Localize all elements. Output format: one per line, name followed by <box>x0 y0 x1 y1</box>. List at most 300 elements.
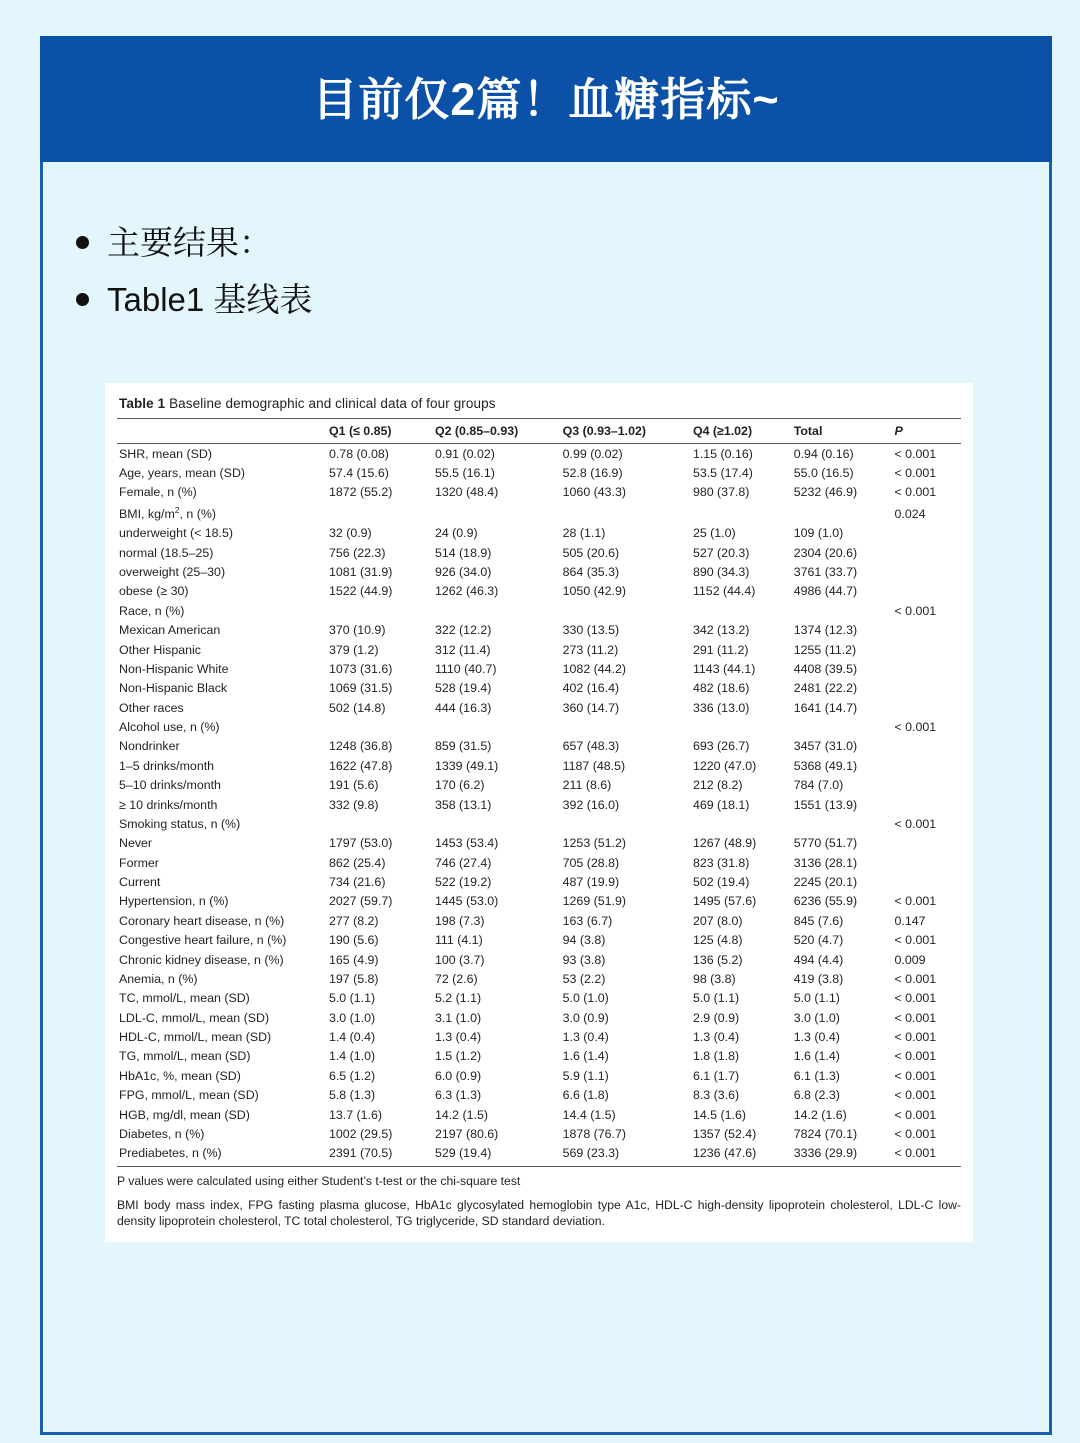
cell-q3: 5.9 (1.1) <box>562 1068 609 1083</box>
cell-q3: 1253 (51.2) <box>562 836 627 851</box>
cell-q2: 1.5 (1.2) <box>434 1049 482 1064</box>
cell-q1: 191 (5.6) <box>328 778 379 793</box>
table-row <box>117 1086 961 1105</box>
table-footnote-abbrev: BMI body mass index, FPG fasting plasma glucose, HbA1c glycosylated hemoglobin type A1c, HDL-C high-density lipoprotein cholesterol, LDL-C low-density lipoprotein cholesterol, TC total cholesterol, TG triglyceride, SD standard deviation. <box>117 1197 961 1229</box>
cell-q2: 1320 (48.4) <box>434 485 499 500</box>
table-row <box>117 640 961 659</box>
cell-q1: 379 (1.2) <box>328 642 379 657</box>
cell-total: 0.94 (0.16) <box>793 446 854 461</box>
cell-total: 109 (1.0) <box>793 526 844 541</box>
cell-p: < 0.001 <box>894 971 937 986</box>
cell-q2: 55.5 (16.1) <box>434 466 495 481</box>
cell-total <box>792 502 893 524</box>
table-row <box>117 950 961 969</box>
cell-q3: 402 (16.4) <box>562 681 620 696</box>
cell-q3: 505 (20.6) <box>562 545 620 560</box>
table-figure-card <box>105 383 973 1242</box>
cell-total: 2481 (22.2) <box>793 681 858 696</box>
cell-q3: 392 (16.0) <box>562 797 620 812</box>
table-head <box>117 419 961 444</box>
cell-q4: 1152 (44.4) <box>692 584 756 599</box>
baseline-table <box>117 418 961 1167</box>
cell-q2: 1339 (49.1) <box>434 758 499 773</box>
cell-q2: 1445 (53.0) <box>434 894 499 909</box>
cell-q4: 291 (11.2) <box>692 642 749 657</box>
cell-total <box>792 601 893 620</box>
cell-p: < 0.001 <box>894 894 937 909</box>
cell-q1: 5.8 (1.3) <box>328 1088 376 1103</box>
cell-q4: 502 (19.4) <box>692 875 750 890</box>
cell-q4: 469 (18.1) <box>692 797 750 812</box>
cell-q3: 1269 (51.9) <box>562 894 627 909</box>
cell-q2: 1.3 (0.4) <box>434 1030 482 1045</box>
cell-q2: 1110 (40.7) <box>434 661 497 676</box>
cell-q2: 358 (13.1) <box>434 797 492 812</box>
cell-q4: 6.1 (1.7) <box>692 1068 740 1083</box>
table-row <box>117 601 961 620</box>
cell-p: < 0.001 <box>894 720 937 735</box>
cell-total: 784 (7.0) <box>793 778 844 793</box>
row-label: Chronic kidney disease, n (%) <box>119 952 284 967</box>
table-row <box>117 737 961 756</box>
table-row <box>117 834 961 853</box>
cell-p <box>893 756 962 775</box>
cell-q1: 2391 (70.5) <box>327 1144 433 1167</box>
row-label: Other Hispanic <box>119 642 201 657</box>
cell-q3: 487 (19.9) <box>562 875 620 890</box>
cell-p <box>893 640 962 659</box>
row-label: Smoking status, n (%) <box>119 816 241 831</box>
cell-total: 7824 (70.1) <box>793 1126 858 1141</box>
cell-q4: 207 (8.0) <box>692 913 743 928</box>
cell-p: < 0.001 <box>894 991 937 1006</box>
table-row <box>117 931 961 950</box>
row-label: Prediabetes, n (%) <box>117 1144 327 1167</box>
cell-q3: 1187 (48.5) <box>562 758 626 773</box>
cell-total: 3336 (29.9) <box>792 1144 893 1167</box>
table-row <box>117 679 961 698</box>
cell-total: 5770 (51.7) <box>793 836 858 851</box>
cell-q2: 444 (16.3) <box>434 700 492 715</box>
cell-q1: 1.4 (1.0) <box>328 1049 376 1064</box>
row-label: 5–10 drinks/month <box>119 778 221 793</box>
row-label: Nondrinker <box>119 739 180 754</box>
cell-q4: 1.8 (1.8) <box>692 1049 740 1064</box>
cell-q1: 5.0 (1.1) <box>328 991 376 1006</box>
row-label: overweight (25–30) <box>119 565 226 580</box>
cell-total: 2304 (20.6) <box>793 545 858 560</box>
col-header-q2: Q2 (0.85–0.93) <box>433 419 561 444</box>
row-label: HbA1c, %, mean (SD) <box>119 1068 241 1083</box>
row-label: Other races <box>119 700 184 715</box>
table-row <box>117 989 961 1008</box>
cell-total: 5232 (46.9) <box>793 485 858 500</box>
cell-total <box>792 814 893 833</box>
cell-q3: 1878 (76.7) <box>562 1126 627 1141</box>
cell-q4: 823 (31.8) <box>692 855 750 870</box>
cell-q2: 528 (19.4) <box>434 681 492 696</box>
cell-p: 0.009 <box>894 952 926 967</box>
cell-p <box>893 834 962 853</box>
cell-q1: 1073 (31.6) <box>328 661 393 676</box>
cell-q1: 2027 (59.7) <box>328 894 393 909</box>
cell-q1: 1248 (36.8) <box>328 739 393 754</box>
cell-q2 <box>433 502 561 524</box>
cell-q1: 57.4 (15.6) <box>328 466 389 481</box>
cell-total: 494 (4.4) <box>793 952 844 967</box>
table-footnote-p: P values were calculated using either Student’s t-test or the chi-square test <box>117 1174 521 1189</box>
cell-p: < 0.001 <box>894 485 937 500</box>
cell-q4: 1267 (48.9) <box>692 836 757 851</box>
cell-total: 6.8 (2.3) <box>793 1088 840 1103</box>
cell-q2: 859 (31.5) <box>434 739 492 754</box>
row-label: Diabetes, n (%) <box>119 1126 205 1141</box>
row-label: HDL-C, mmol/L, mean (SD) <box>119 1030 272 1045</box>
row-label: Former <box>119 855 159 870</box>
cell-q1: 1002 (29.5) <box>328 1126 393 1141</box>
cell-p: < 0.001 <box>894 1126 937 1141</box>
cell-q1: 3.0 (1.0) <box>328 1010 376 1025</box>
table-row <box>117 543 961 562</box>
table-row <box>117 1144 961 1167</box>
table-row <box>117 756 961 775</box>
list-item <box>76 222 776 263</box>
cell-q2: 529 (19.4) <box>433 1144 561 1167</box>
cell-q3: 0.99 (0.02) <box>562 446 623 461</box>
cell-q3: 273 (11.2) <box>562 642 619 657</box>
cell-q2: 24 (0.9) <box>434 526 478 541</box>
list-item <box>76 279 776 320</box>
table-row <box>117 969 961 988</box>
cell-q4: 1220 (47.0) <box>692 758 757 773</box>
table-row <box>117 444 961 464</box>
cell-total: 1.3 (0.4) <box>793 1030 840 1045</box>
row-label: obese (≥ 30) <box>119 584 189 599</box>
table-row <box>117 717 961 736</box>
col-header-p: P <box>893 419 962 444</box>
row-label: Current <box>119 875 161 890</box>
col-header-q4: Q4 (≥1.02) <box>691 419 792 444</box>
row-label: Coronary heart disease, n (%) <box>119 913 285 928</box>
cell-q4: 1495 (57.6) <box>692 894 757 909</box>
cell-q3: 93 (3.8) <box>562 952 606 967</box>
cell-q2: 72 (2.6) <box>434 971 478 986</box>
cell-q4: 1143 (44.1) <box>692 661 756 676</box>
cell-q3: 6.6 (1.8) <box>562 1088 609 1103</box>
cell-q1: 1872 (55.2) <box>328 485 393 500</box>
cell-p <box>893 872 962 891</box>
cell-total: 6.1 (1.3) <box>793 1068 840 1083</box>
cell-p <box>893 795 962 814</box>
cell-q3: 94 (3.8) <box>562 933 606 948</box>
cell-q4: 212 (8.2) <box>692 778 743 793</box>
cell-total: 14.2 (1.6) <box>793 1107 847 1122</box>
cell-p <box>893 679 962 698</box>
cell-q2: 2197 (80.6) <box>434 1126 499 1141</box>
cell-q4: 693 (26.7) <box>692 739 750 754</box>
cell-q3: 53 (2.2) <box>562 971 606 986</box>
cell-q3: 1082 (44.2) <box>562 661 627 676</box>
cell-q4 <box>691 601 792 620</box>
row-label: Hypertension, n (%) <box>119 894 229 909</box>
table-row <box>117 892 961 911</box>
cell-total: 1255 (11.2) <box>793 642 857 657</box>
cell-q4: 8.3 (3.6) <box>692 1088 740 1103</box>
cell-q4: 14.5 (1.6) <box>692 1107 746 1122</box>
cell-q3: 5.0 (1.0) <box>562 991 609 1006</box>
cell-q3 <box>561 717 691 736</box>
row-label: TC, mmol/L, mean (SD) <box>119 991 250 1006</box>
table-row <box>117 1066 961 1085</box>
cell-q2: 100 (3.7) <box>434 952 485 967</box>
cell-q3: 705 (28.8) <box>562 855 620 870</box>
bullet-label: Table1 基线表 <box>107 281 313 319</box>
cell-q3: 569 (23.3) <box>561 1144 691 1167</box>
cell-q4: 136 (5.2) <box>692 952 743 967</box>
cell-q4 <box>691 814 792 833</box>
cell-p <box>893 621 962 640</box>
cell-q1: 277 (8.2) <box>328 913 379 928</box>
cell-q4: 890 (34.3) <box>692 565 750 580</box>
cell-q1: 1069 (31.5) <box>328 681 393 696</box>
cell-p: < 0.001 <box>894 1068 937 1083</box>
cell-total: 3761 (33.7) <box>793 565 858 580</box>
cell-q2: 198 (7.3) <box>434 913 485 928</box>
cell-q4: 125 (4.8) <box>692 933 743 948</box>
cell-q2: 312 (11.4) <box>434 642 491 657</box>
cell-q2: 522 (19.2) <box>434 875 492 890</box>
table-row <box>117 872 961 891</box>
cell-q3: 52.8 (16.9) <box>562 466 623 481</box>
row-label: ≥ 10 drinks/month <box>119 797 218 812</box>
cell-q4: 1.3 (0.4) <box>692 1030 740 1045</box>
row-label: SHR, mean (SD) <box>119 446 212 461</box>
cell-q1: 1622 (47.8) <box>328 758 393 773</box>
cell-q2: 926 (34.0) <box>434 565 492 580</box>
bullet-label: 主要结果： <box>107 224 272 261</box>
cell-q1: 862 (25.4) <box>328 855 386 870</box>
bullet-list <box>76 222 776 337</box>
cell-q3: 1050 (42.9) <box>562 584 627 599</box>
cell-q3 <box>561 601 691 620</box>
cell-q2: 111 (4.1) <box>434 933 483 948</box>
cell-q3 <box>561 814 691 833</box>
cell-q3: 163 (6.7) <box>562 913 613 928</box>
row-label: Never <box>119 836 153 851</box>
cell-p: 0.147 <box>894 913 926 928</box>
page-title: 目前仅2篇！血糖指标~ <box>312 73 780 125</box>
cell-q4: 1.15 (0.16) <box>692 446 753 461</box>
cell-p: < 0.001 <box>893 1144 962 1167</box>
table-row <box>117 621 961 640</box>
cell-total: 1551 (13.9) <box>793 797 858 812</box>
cell-q1: 1522 (44.9) <box>328 584 393 599</box>
table-row <box>117 1008 961 1027</box>
cell-q1: 734 (21.6) <box>328 875 386 890</box>
row-label: underweight (< 18.5) <box>119 526 233 541</box>
row-label: Alcohol use, n (%) <box>119 720 220 735</box>
cell-q1 <box>327 601 433 620</box>
cell-p <box>893 737 962 756</box>
cell-q4: 527 (20.3) <box>692 545 750 560</box>
table-row <box>117 698 961 717</box>
table-row <box>117 814 961 833</box>
cell-q1: 190 (5.6) <box>328 933 379 948</box>
cell-total: 845 (7.6) <box>793 913 844 928</box>
row-label: TG, mmol/L, mean (SD) <box>119 1049 251 1064</box>
cell-q1 <box>327 502 433 524</box>
row-label: normal (18.5–25) <box>119 545 214 560</box>
cell-q2: 6.0 (0.9) <box>434 1068 482 1083</box>
cell-p: < 0.001 <box>894 1049 937 1064</box>
cell-total: 3136 (28.1) <box>793 855 858 870</box>
cell-p <box>893 543 962 562</box>
cell-q4: 482 (18.6) <box>692 681 750 696</box>
cell-q4: 98 (3.8) <box>692 971 736 986</box>
cell-p <box>893 562 962 581</box>
cell-q1: 332 (9.8) <box>328 797 379 812</box>
cell-q4: 1357 (52.4) <box>692 1126 757 1141</box>
cell-p <box>893 776 962 795</box>
cell-q2: 0.91 (0.02) <box>434 446 495 461</box>
table-row <box>117 659 961 678</box>
row-label: Congestive heart failure, n (%) <box>119 933 287 948</box>
cell-total: 1641 (14.7) <box>793 700 858 715</box>
cell-q4: 336 (13.0) <box>692 700 750 715</box>
cell-q3: 1060 (43.3) <box>562 485 627 500</box>
table-row <box>117 562 961 581</box>
cell-q1 <box>327 717 433 736</box>
cell-p: < 0.001 <box>894 1088 937 1103</box>
cell-q3: 657 (48.3) <box>562 739 620 754</box>
cell-q2 <box>433 814 561 833</box>
cell-total: 2245 (20.1) <box>793 875 858 890</box>
cell-q3: 330 (13.5) <box>562 623 620 638</box>
cell-p <box>893 853 962 872</box>
table-row <box>117 524 961 543</box>
cell-total: 1374 (12.3) <box>793 623 858 638</box>
table-label: Table 1 <box>119 396 166 411</box>
cell-p: < 0.001 <box>894 933 937 948</box>
cell-p: 0.024 <box>894 506 926 521</box>
cell-q1: 197 (5.8) <box>328 971 379 986</box>
cell-p: < 0.001 <box>894 816 937 831</box>
cell-p: < 0.001 <box>894 1107 937 1122</box>
cell-q2: 1262 (46.3) <box>434 584 499 599</box>
cell-q1: 165 (4.9) <box>328 952 379 967</box>
row-label: Age, years, mean (SD) <box>119 466 246 481</box>
cell-p: < 0.001 <box>894 446 937 461</box>
cell-p: < 0.001 <box>894 603 937 618</box>
row-label: HGB, mg/dl, mean (SD) <box>119 1107 250 1122</box>
cell-q4: 980 (37.8) <box>692 485 750 500</box>
bullet-dot-icon <box>76 293 89 306</box>
cell-q2: 746 (27.4) <box>434 855 492 870</box>
cell-q4 <box>691 502 792 524</box>
col-header-blank <box>117 419 327 444</box>
cell-q2: 322 (12.2) <box>434 623 492 638</box>
bullet-dot-icon <box>76 236 89 249</box>
cell-q1: 6.5 (1.2) <box>328 1068 376 1083</box>
cell-q1: 32 (0.9) <box>328 526 372 541</box>
cell-p: < 0.001 <box>894 466 937 481</box>
table-row <box>117 795 961 814</box>
row-label: BMI, $kg/m^2$, n (%) <box>119 504 216 521</box>
cell-q4: 25 (1.0) <box>692 526 736 541</box>
table-row <box>117 582 961 601</box>
table-caption-text: Baseline demographic and clinical data of four groups <box>169 396 496 411</box>
cell-total: 55.0 (16.5) <box>793 466 854 481</box>
cell-q3: 864 (35.3) <box>562 565 620 580</box>
row-label: Anemia, n (%) <box>119 971 198 986</box>
table-row <box>117 1105 961 1124</box>
row-label: LDL-C, mmol/L, mean (SD) <box>119 1010 270 1025</box>
table-row <box>117 463 961 482</box>
cell-total: 419 (3.8) <box>793 971 844 986</box>
col-header-q1: Q1 (≤ 0.85) <box>327 419 433 444</box>
cell-total: 5.0 (1.1) <box>793 991 840 1006</box>
cell-q3: 211 (8.6) <box>562 778 612 793</box>
cell-q1: 756 (22.3) <box>328 545 386 560</box>
cell-q3: 1.3 (0.4) <box>562 1030 609 1045</box>
row-label: FPG, mmol/L, mean (SD) <box>119 1088 259 1103</box>
header-banner <box>40 36 1052 162</box>
cell-q2: 170 (6.2) <box>434 778 485 793</box>
table-body <box>117 444 961 1167</box>
table-row <box>117 1027 961 1046</box>
cell-p: < 0.001 <box>894 1010 937 1025</box>
cell-q2: 5.2 (1.1) <box>434 991 482 1006</box>
col-header-q3: Q3 (0.93–1.02) <box>561 419 691 444</box>
cell-q4: 1236 (47.6) <box>691 1144 792 1167</box>
cell-q2: 6.3 (1.3) <box>434 1088 482 1103</box>
cell-q2 <box>433 601 561 620</box>
row-label: Female, n (%) <box>119 485 197 500</box>
cell-q1: 370 (10.9) <box>328 623 386 638</box>
cell-total: 3457 (31.0) <box>793 739 858 754</box>
cell-q4: 53.5 (17.4) <box>692 466 753 481</box>
cell-q4: 2.9 (0.9) <box>692 1010 740 1025</box>
cell-p <box>893 659 962 678</box>
cell-total: 3.0 (1.0) <box>793 1010 840 1025</box>
cell-q1: 1081 (31.9) <box>328 565 393 580</box>
cell-q2: 514 (18.9) <box>434 545 492 560</box>
cell-q1: 1.4 (0.4) <box>328 1030 376 1045</box>
cell-total: 4986 (44.7) <box>793 584 858 599</box>
row-label: Race, n (%) <box>119 603 185 618</box>
cell-q2: 14.2 (1.5) <box>434 1107 488 1122</box>
cell-p: < 0.001 <box>894 1030 937 1045</box>
table-row <box>117 483 961 502</box>
table-caption <box>117 393 961 418</box>
cell-q1: 13.7 (1.6) <box>328 1107 383 1122</box>
cell-q2: 3.1 (1.0) <box>434 1010 482 1025</box>
cell-q1: 0.78 (0.08) <box>328 446 389 461</box>
row-label: Mexican American <box>119 623 221 638</box>
table-row <box>117 853 961 872</box>
cell-total: 520 (4.7) <box>793 933 844 948</box>
cell-q3: 14.4 (1.5) <box>562 1107 616 1122</box>
cell-q3: 3.0 (0.9) <box>562 1010 609 1025</box>
table-row <box>117 776 961 795</box>
cell-q1: 1797 (53.0) <box>328 836 393 851</box>
table-row <box>117 911 961 930</box>
cell-q1: 502 (14.8) <box>328 700 386 715</box>
cell-p <box>893 698 962 717</box>
cell-p <box>893 524 962 543</box>
cell-q2: 1453 (53.4) <box>434 836 499 851</box>
cell-total: 1.6 (1.4) <box>793 1049 840 1064</box>
